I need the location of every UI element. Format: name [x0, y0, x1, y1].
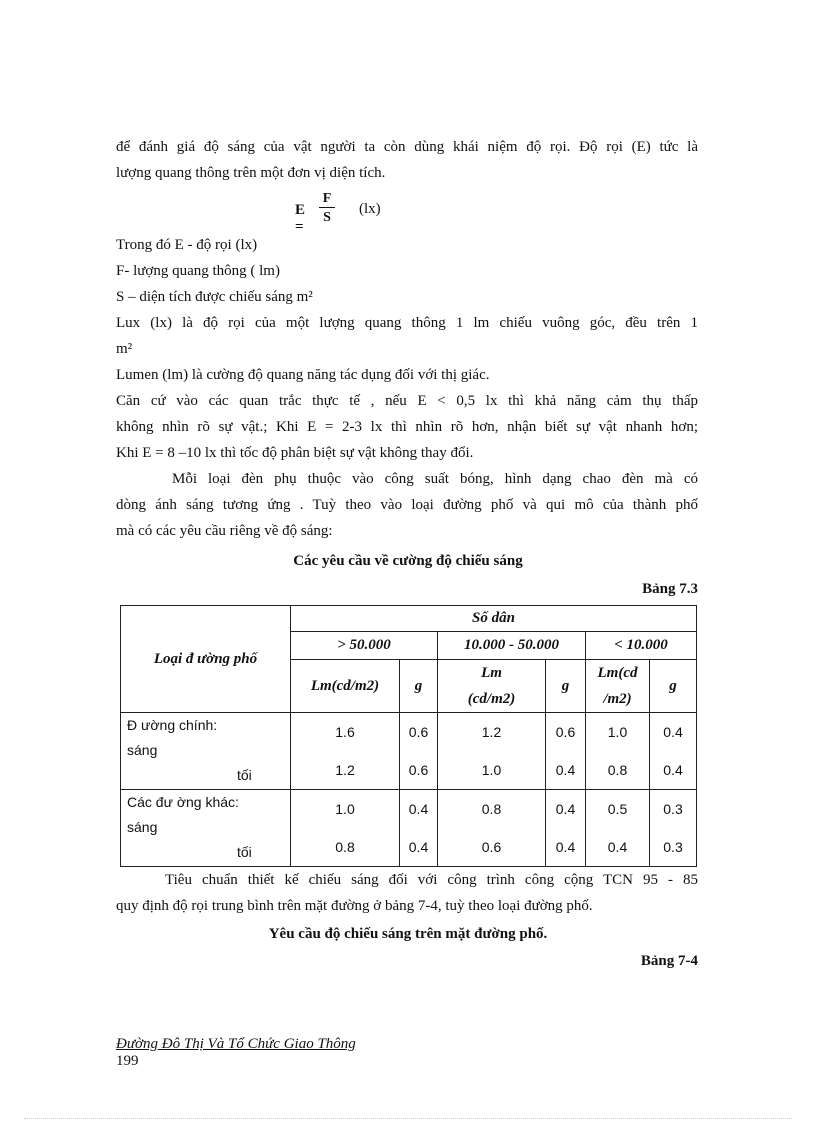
paragraph-line: m² — [116, 341, 133, 357]
paragraph-line: S – diện tích được chiếu sáng m² — [116, 289, 313, 305]
paragraph-line: để đánh giá độ sáng của vật người ta còn dùng khái niệm độ rọi. Độ rọi (E) tức là — [116, 139, 698, 155]
value-cell: 1.6 1.2 — [291, 713, 400, 790]
page-number: 199 — [116, 1053, 139, 1069]
value-cell: 0.4 0.4 — [650, 713, 697, 790]
table-caption: Yêu cầu độ chiếu sáng trên mặt đường phố. — [268, 926, 548, 942]
population-group-header: Số dân — [291, 606, 697, 632]
street-type-cell: Đ ường chính: sáng tối — [121, 713, 291, 790]
footer-title: Đường Đô Thị Và Tổ Chức Giao Thông — [116, 1036, 356, 1052]
illuminance-requirements-table — [120, 605, 697, 867]
value-cell: 0.5 0.4 — [586, 790, 650, 867]
value-cell: 0.8 0.6 — [438, 790, 546, 867]
paragraph-line: Trong đó E - độ rọi (lx) — [116, 237, 258, 253]
paragraph-line: dòng ánh sáng tương ứng . Tuỳ theo vào loại đường phố và qui mô của thành phố — [116, 497, 698, 513]
value-cell: 1.0 0.8 — [291, 790, 400, 867]
table-number-label: Bảng 7-4 — [640, 953, 698, 969]
uniformity-header: g — [650, 660, 697, 713]
paragraph-line: Khi E = 8 –10 lx thì tốc độ phân biệt sự vật không thay đổi. — [116, 445, 474, 461]
paragraph-line: lượng quang thông trên một đơn vị diện tích. — [116, 165, 386, 181]
street-type-header: Loại đ ường phố — [121, 606, 291, 713]
table-row — [121, 790, 697, 867]
formula-unit: (lx) — [359, 201, 381, 217]
value-cell: 0.3 0.3 — [650, 790, 697, 867]
street-type-cell: Các đư ờng khác: sáng tối — [121, 790, 291, 867]
paragraph-line: Mỗi loại đèn phụ thuộc vào công suất bóng, hình dạng chao đèn mà có — [172, 471, 698, 487]
value-cell: 0.6 0.4 — [546, 713, 586, 790]
population-header: < 10.000 — [586, 632, 697, 660]
unit-header: Lm(cd/m2) — [291, 660, 400, 713]
value-cell: 1.0 0.8 — [586, 713, 650, 790]
formula-fraction — [319, 190, 335, 225]
value-cell: 0.6 0.6 — [400, 713, 438, 790]
population-header: 10.000 - 50.000 — [438, 632, 586, 660]
paragraph-line: không nhìn rõ sự vật.; Khi E = 2-3 lx thì nhìn rõ hơn, nhận biết sự vật nhanh hơn; — [116, 419, 698, 435]
table-row — [121, 713, 697, 790]
uniformity-header: g — [546, 660, 586, 713]
paragraph-line: F- lượng quang thông ( lm) — [116, 263, 280, 279]
uniformity-header: g — [400, 660, 438, 713]
page-bottom-divider — [24, 1118, 792, 1119]
formula-lhs: E = — [295, 202, 306, 235]
paragraph-line: Tiêu chuẩn thiết kế chiếu sáng đối với công trình công cộng TCN 95 - 85 — [165, 872, 698, 888]
formula-denominator: S — [323, 210, 331, 225]
paragraph-line: mà có các yêu cầu riêng về độ sáng: — [116, 523, 333, 539]
value-cell: 0.4 0.4 — [546, 790, 586, 867]
paragraph-line: Căn cứ vào các quan trắc thực tế , nếu E < 0,5 lx thì khả năng cảm thụ thấp — [116, 393, 698, 409]
table-number-label: Bảng 7.3 — [642, 581, 698, 597]
population-header: > 50.000 — [291, 632, 438, 660]
paragraph-line: Lux (lx) là độ rọi của một lượng quang thông 1 lm chiếu vuông góc, đều trên 1 — [116, 315, 698, 331]
paragraph-line: Lumen (lm) là cường độ quang năng tác dụng đối với thị giác. — [116, 367, 490, 383]
table-caption: Các yêu cầu về cường độ chiếu sáng — [293, 553, 523, 569]
formula-numerator: F — [322, 191, 332, 206]
value-cell: 0.4 0.4 — [400, 790, 438, 867]
paragraph-line: quy định độ rọi trung bình trên mặt đường ở bảng 7-4, tuỳ theo loại đường phố. — [116, 898, 593, 914]
unit-header: Lm (cd/m2) — [438, 660, 546, 713]
value-cell: 1.2 1.0 — [438, 713, 546, 790]
unit-header: Lm(cd /m2) — [586, 660, 650, 713]
